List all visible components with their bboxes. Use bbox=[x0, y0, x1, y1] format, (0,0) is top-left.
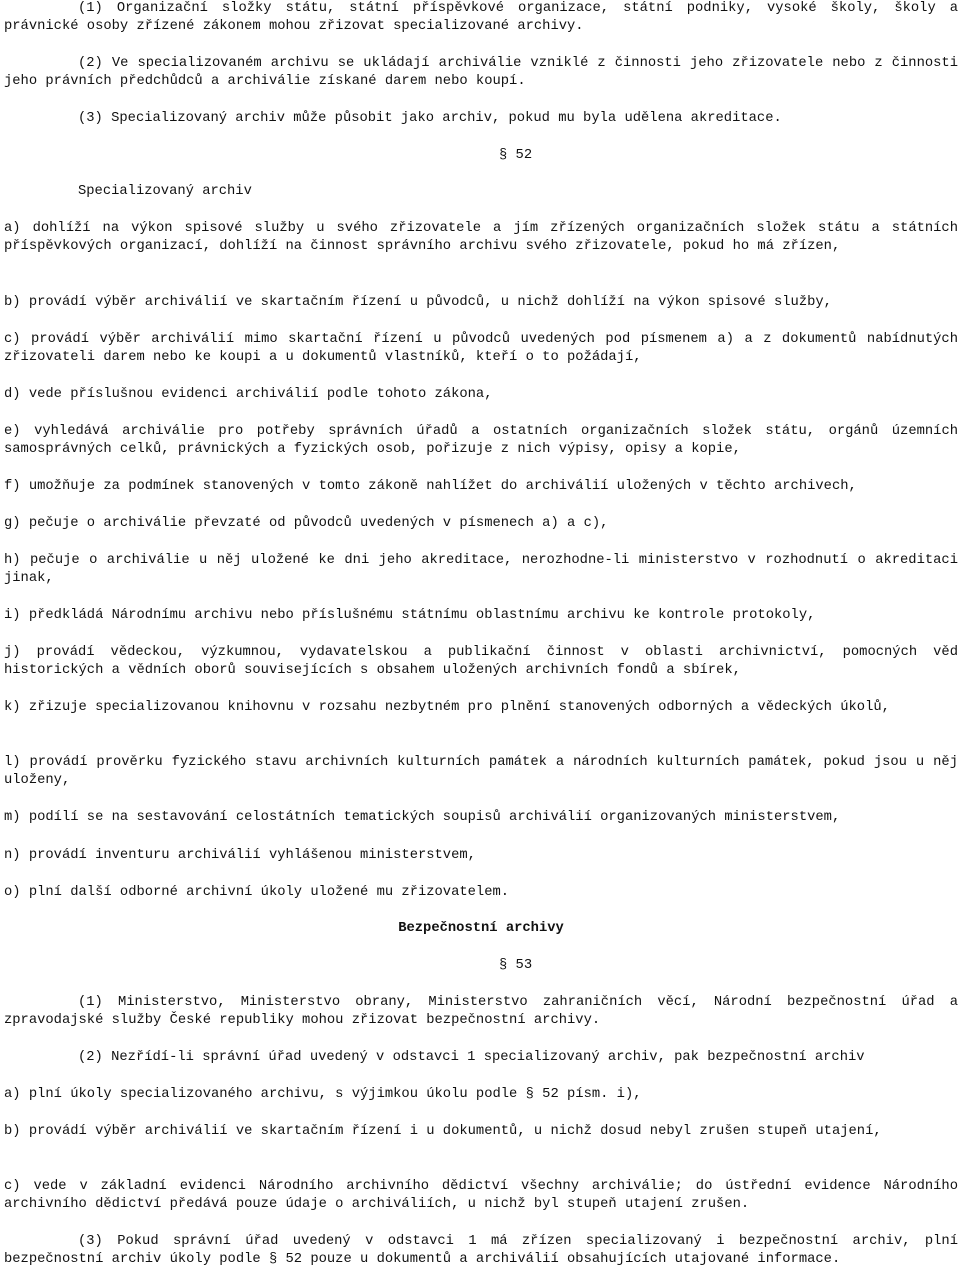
list-item-52k: k) zřizuje specializovanou knihovnu v rozsahu nezbytném pro plnění stanovených odborných a vědeckých úkolů, bbox=[4, 700, 890, 715]
list-item-53b: b) provádí výběr archiválií ve skartačním řízení i u dokumentů, u nichž dosud nebyl zrušen stupeň utajení, bbox=[4, 1124, 882, 1139]
list-item-52c: c) provádí výběr archiválií mimo skartační řízení u původců uvedených pod písmenem a) a z dokumentů nabídnutých zřizovateli darem nebo ke koupi a u dokumentů vlastníků, kteří o to požádají, bbox=[4, 332, 958, 366]
list-item-52a: a) dohlíží na výkon spisové služby u svého zřizovatele a jím zřízených organizačních složek státu a státních příspěvkových organizací, dohlíží na činnost správního archivu svého zřizovatele, pokud ho má zřízen, bbox=[4, 221, 958, 255]
section-53-heading: Bezpečnostní archivy bbox=[398, 921, 564, 936]
section-52-heading: Specializovaný archiv bbox=[78, 184, 252, 199]
list-item-52j: j) provádí vědeckou, výzkumnou, vydavatelskou a publikační činnost v oblasti archivnictví, pomocných věd historických a vědních oborů souvisejících s obsahem uložených archivních fondů a sbírek, bbox=[4, 645, 958, 679]
section-53-paragraph-3: (3) Pokud správní úřad uvedený v odstavci 1 má zřízen specializovaný i bezpečnostní archiv, plní bezpečnostní archiv úkoly podle § 52 pouze u dokumentů a archiválií obsahujících utajované informace. bbox=[4, 1234, 958, 1268]
list-item-52o: o) plní další odborné archivní úkoly uložené mu zřizovatelem. bbox=[4, 885, 510, 900]
list-item-52d: d) vede příslušnou evidenci archiválií podle tohoto zákona, bbox=[4, 387, 493, 402]
list-item-52f: f) umožňuje za podmínek stanovených v tomto zákoně nahlížet do archiválií uložených v těchto archivech, bbox=[4, 479, 857, 494]
list-item-53a: a) plní úkoly specializovaného archivu, s výjimkou úkolu podle § 52 písm. i), bbox=[4, 1087, 642, 1102]
list-item-52e: e) vyhledává archiválie pro potřeby správních úřadů a ostatních organizačních složek státu, orgánů územních samosprávných celků, právnických a fyzických osob, pořizuje z nich výpisy, opisy a kopie, bbox=[4, 424, 958, 458]
list-item-53c: c) vede v základní evidenci Národního archivního dědictví všechny archiválie; do ústřední evidence Národního archivního dědictví předává pouze údaje o archiváliích, u nichž byl stupeň utajení zrušen. bbox=[4, 1179, 958, 1213]
intro-paragraph-2: (2) Ve specializovaném archivu se ukládají archiválie vzniklé z činnosti jeho zřizovatele nebo z činnosti jeho právních předchůdců a archiválie získané darem nebo koupí. bbox=[4, 56, 958, 90]
list-item-52i: i) předkládá Národnímu archivu nebo příslušnému státnímu oblastnímu archivu ke kontrole protokoly, bbox=[4, 608, 816, 623]
list-item-52n: n) provádí inventuru archiválií vyhlášenou ministerstvem, bbox=[4, 848, 476, 863]
section-53-paragraph-1: (1) Ministerstvo, Ministerstvo obrany, Ministerstvo zahraničních věcí, Národní bezpečnostní úřad a zpravodajské služby České republiky mohou zřizovat bezpečnostní archivy. bbox=[4, 995, 958, 1029]
list-item-52b: b) provádí výběr archiválií ve skartačním řízení u původců, u nichž dohlíží na výkon spisové služby, bbox=[4, 295, 832, 310]
list-item-52l: l) provádí prověrku fyzického stavu archivních kulturních památek a národních kulturních památek, pokud jsou u něj uloženy, bbox=[4, 755, 958, 789]
intro-paragraph-3: (3) Specializovaný archiv může působit jako archiv, pokud mu byla udělena akreditace. bbox=[78, 111, 782, 126]
section-52-number: § 52 bbox=[499, 148, 533, 163]
list-item-52h: h) pečuje o archiválie u něj uložené ke dni jeho akreditace, nerozhodne-li ministerstvo v rozhodnutí o akreditaci jinak, bbox=[4, 553, 958, 587]
intro-paragraph-1: (1) Organizační složky státu, státní příspěvkové organizace, státní podniky, vysoké školy, školy a právnické osoby zřízené zákonem mohou zřizovat specializované archivy. bbox=[4, 1, 958, 35]
list-item-52m: m) podílí se na sestavování celostátních tematických soupisů archiválií organizovaných ministerstvem, bbox=[4, 810, 841, 825]
section-53-paragraph-2: (2) Nezřídí-li správní úřad uvedený v odstavci 1 specializovaný archiv, pak bezpečnostní archiv bbox=[78, 1050, 865, 1065]
list-item-52g: g) pečuje o archiválie převzaté od původců uvedených v písmenech a) a c), bbox=[4, 516, 609, 531]
section-53-number: § 53 bbox=[499, 958, 533, 973]
